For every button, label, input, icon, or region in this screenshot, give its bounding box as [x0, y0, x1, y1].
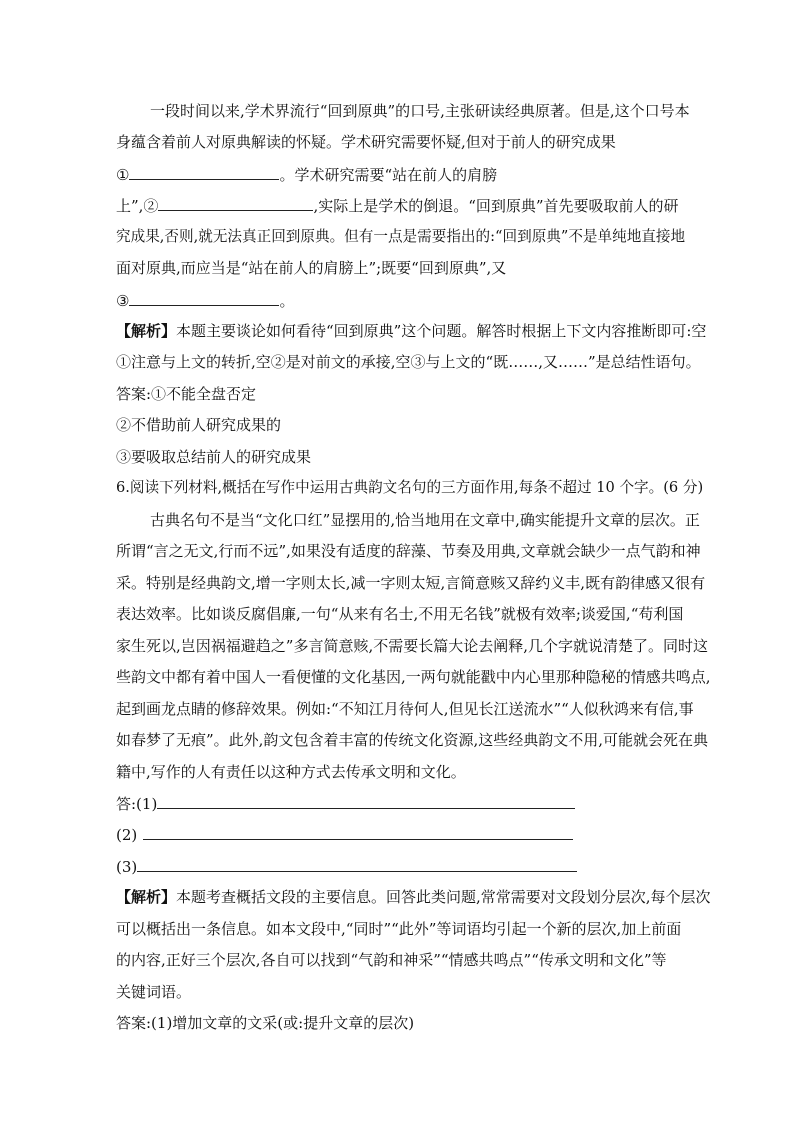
q6-answer-label-1: 答:(1) [116, 795, 158, 813]
q5-analysis-text-1: 本题主要谈论如何看待“回到原典”这个问题。解答时根据上下文内容推断即可:空 [176, 322, 707, 340]
q5-line-4-text: ,实际上是学术的倒退。“回到原典”首先要吸取前人的研 [313, 197, 679, 215]
q5-blank-2[interactable] [158, 195, 313, 211]
q6-answer-line-1: 答案:(1)增加文章的文采(或:提升文章的层次) [116, 1014, 415, 1032]
q5-analysis-line-1 [116, 321, 706, 341]
q5-answer-line-3: ③要吸取总结前人的研究成果 [116, 448, 312, 466]
q5-line-7 [116, 290, 294, 311]
q6-analysis-tag: 【解析】 [116, 888, 177, 906]
q5-line-3-text: 。学术研究需要“站在前人的肩膀 [279, 166, 498, 184]
q6-answer-row-1 [116, 793, 575, 814]
q6-answer-blank-3[interactable] [137, 856, 577, 872]
q6-answer-row-3 [116, 856, 577, 877]
q6-answer-row-2 [116, 824, 573, 845]
q5-line-2: 身蕴含着前人对原典解读的怀疑。学术研究需要怀疑,但对于前人的研究成果 [116, 133, 616, 151]
q5-answer-line-2: ②不借助前人研究成果的 [116, 416, 282, 434]
q5-analysis-tag: 【解析】 [116, 322, 177, 340]
q6-answer-label-3: (3) [116, 858, 138, 876]
q5-line-4 [116, 195, 679, 216]
q5-line-5: 究成果,否则,就无法真正回到原典。但有一点是需要指出的:“回到原典”不是单纯地直接地 [116, 228, 686, 245]
q6-passage-line-2: 所谓“言之无文,行而不远”,如果没有适度的辞藻、节奏及用典,文章就会缺少一点气韵和神 [116, 542, 701, 560]
q6-passage-line-4: 表达效率。比如谈反腐倡廉,一句“从来有名士,不用无名钱”就极有效率;谈爱国,“苟利国 [116, 605, 684, 623]
q6-answer-label-2: (2) [116, 826, 138, 844]
q6-passage-line-5: 家生死以,岂因祸福避趋之”多言简意赅,不需要长篇大论去阐释,几个字就说清楚了。同时这 [116, 637, 708, 655]
q6-passage-line-7: 起到画龙点睛的修辞效果。例如:“不知江月待何人,但见长江送流水”“人似秋鸿来有信,事 [116, 700, 694, 718]
q5-blank-1[interactable] [129, 164, 279, 180]
q5-line-3 [116, 164, 497, 185]
q5-answer-line-1: 答案:①不能全盘否定 [116, 385, 257, 403]
q6-passage-line-9: 籍中,写作的人有责任以这种方式去传承文明和文化。 [116, 763, 466, 781]
q5-line-6: 面对原典,而应当是“站在前人的肩膀上”;既要“回到原典”,又 [116, 259, 507, 277]
q5-blank-3-number: ③ [116, 292, 130, 310]
q5-line-4-prefix: 上”,② [116, 197, 159, 215]
q6-analysis-line-1 [116, 887, 711, 907]
q5-blank-1-number: ① [116, 166, 130, 184]
q6-answer-blank-1[interactable] [157, 793, 575, 809]
q6-passage-line-3: 采。特别是经典韵文,增一字则太长,减一字则太短,言简意赅又辞约义丰,既有韵律感又很有 [116, 574, 706, 592]
q6-passage-line-6: 些韵文中都有着中国人一看便懂的文化基因,一两句就能戳中内心里那种隐秘的情感共鸣点, [116, 668, 711, 686]
q6-passage-line-8: 如春梦了无痕”。此外,韵文包含着丰富的传统文化资源,这些经典韵文不用,可能就会死在典 [116, 731, 708, 749]
q6-passage-line-1: 古典名句不是当“文化口红”显摆用的,恰当地用在文章中,确实能提升文章的层次。正 [150, 511, 700, 529]
q5-line-1: 一段时间以来,学术界流行“回到原典”的口号,主张研读经典原著。但是,这个口号本 [150, 102, 690, 120]
q5-blank-3[interactable] [129, 290, 279, 306]
q5-analysis-line-2: ①注意与上文的转折,空②是对前文的承接,空③与上文的“既……,又……”是总结性语句。 [116, 353, 701, 371]
q5-line-7-text: 。 [279, 292, 295, 310]
q6-analysis-line-3: 的内容,正好三个层次,各自可以找到“气韵和神采”“情感共鸣点”“传承文明和文化”等 [116, 951, 667, 969]
q6-analysis-text-1: 本题考查概括文段的主要信息。回答此类问题,常常需要对文段划分层次,每个层次 [176, 888, 711, 906]
q6-title: 6.阅读下列材料,概括在写作中运用古典韵文名句的三方面作用,每条不超过 10 个字。(6 分) [116, 479, 704, 496]
q6-analysis-line-2: 可以概括出一条信息。如本文段中,“同时”“此外”等词语均引起一个新的层次,加上前面 [116, 920, 682, 938]
q6-analysis-line-4: 关键词语。 [116, 983, 192, 1001]
q6-answer-blank-2[interactable] [143, 824, 573, 840]
